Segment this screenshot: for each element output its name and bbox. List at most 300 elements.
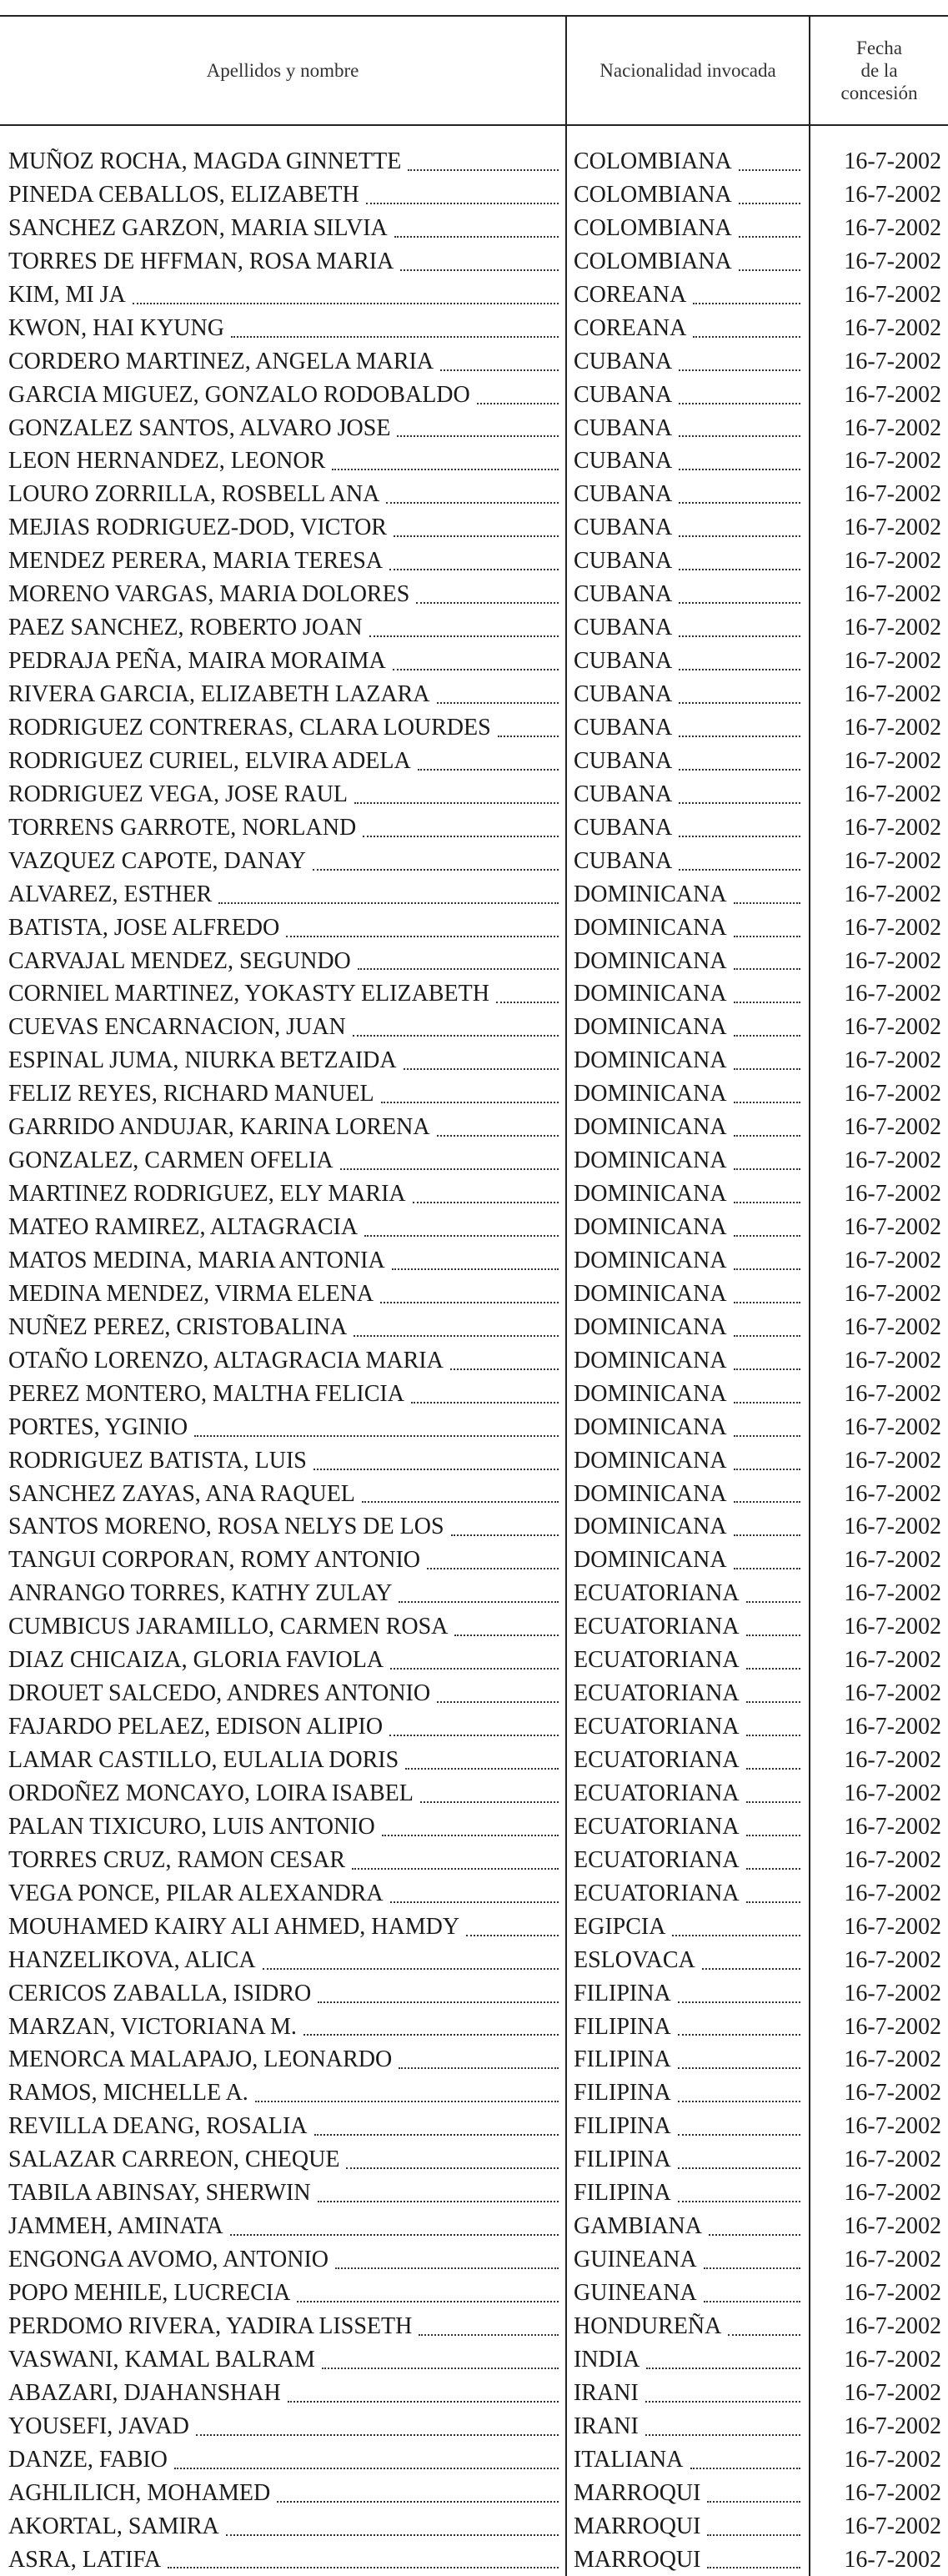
date-cell	[810, 1577, 941, 1610]
leader-dots	[645, 2401, 800, 2403]
concession-date: 16-7-2002	[844, 1280, 941, 1307]
person-name: CUEVAS ENCARNACION, JUAN	[8, 1014, 346, 1041]
name-cell	[8, 2377, 559, 2410]
table-row	[0, 2143, 948, 2177]
nationality: ECUATORIANA	[574, 1780, 740, 1806]
table-row	[0, 977, 948, 1011]
leader-dots	[263, 1968, 559, 1970]
concession-date: 16-7-2002	[844, 581, 941, 608]
leader-dots	[346, 2167, 559, 2169]
name-cell	[8, 345, 559, 379]
leader-dots	[399, 1601, 559, 1603]
name-cell	[8, 1411, 559, 1444]
table-row	[0, 212, 948, 245]
date-cell	[810, 1644, 941, 1677]
date-cell	[810, 1111, 941, 1144]
date-cell	[810, 345, 941, 379]
leader-dots	[411, 1402, 559, 1403]
nationality: COLOMBIANA	[574, 181, 732, 208]
person-name: MEDINA MENDEZ, VIRMA ELENA	[8, 1280, 374, 1307]
nationality-cell	[574, 1311, 800, 1344]
table-row	[0, 1844, 948, 1877]
date-cell	[810, 1911, 941, 1944]
date-cell	[810, 2477, 941, 2510]
person-name: PINEDA CEBALLOS, ELIZABETH	[8, 181, 359, 208]
concession-date: 16-7-2002	[844, 1147, 941, 1174]
concession-date: 16-7-2002	[844, 2113, 941, 2140]
person-name: KWON, HAI KYUNG	[8, 314, 224, 341]
concession-date: 16-7-2002	[844, 648, 941, 675]
nationality: FILIPINA	[574, 2113, 671, 2140]
person-name: GARCIA MIGUEZ, GONZALO RODOBALDO	[8, 381, 470, 408]
concession-date: 16-7-2002	[844, 2280, 941, 2306]
nationality: CUBANA	[574, 681, 673, 707]
nationality-cell	[574, 245, 800, 279]
table-row	[0, 611, 948, 645]
concession-date: 16-7-2002	[844, 2312, 941, 2339]
date-cell	[810, 178, 941, 212]
leader-dots	[693, 303, 800, 304]
name-cell	[8, 1911, 559, 1944]
leader-dots	[679, 635, 800, 637]
name-cell	[8, 2076, 559, 2110]
date-cell	[810, 945, 941, 978]
date-cell	[810, 2011, 941, 2044]
table-row	[0, 1077, 948, 1111]
leader-dots	[679, 669, 800, 670]
nationality-cell	[574, 2243, 800, 2277]
name-cell	[8, 1610, 559, 1644]
concession-date: 16-7-2002	[844, 214, 941, 241]
date-cell	[810, 1944, 941, 1977]
date-cell	[810, 511, 941, 545]
leader-dots	[734, 1368, 800, 1370]
table-row	[0, 945, 948, 978]
nationality-cell	[574, 1077, 800, 1111]
leader-dots	[397, 435, 559, 437]
nationality: DOMINICANA	[574, 1081, 727, 1107]
table-row	[0, 279, 948, 312]
leader-dots	[734, 1534, 800, 1536]
nationality-cell	[574, 811, 800, 845]
table-row	[0, 2243, 948, 2277]
person-name: LOURO ZORRILLA, ROSBELL ANA	[8, 481, 380, 508]
leader-dots	[702, 1968, 800, 1970]
nationality: COLOMBIANA	[574, 248, 732, 274]
leader-dots	[746, 1634, 800, 1636]
leader-dots	[404, 1068, 559, 1070]
header-nationality: Nacionalidad invocada	[599, 60, 776, 81]
leader-dots	[382, 1835, 559, 1836]
concession-date: 16-7-2002	[844, 2379, 941, 2406]
nationality: FILIPINA	[574, 2013, 671, 2040]
person-name: TANGUI CORPORAN, ROMY ANTONIO	[8, 1547, 421, 1574]
table-row	[0, 878, 948, 911]
concession-date: 16-7-2002	[844, 515, 941, 541]
leader-dots	[746, 1768, 800, 1770]
nationality-cell	[574, 645, 800, 678]
leader-dots	[679, 502, 800, 504]
leader-dots	[734, 1435, 800, 1437]
leader-dots	[704, 2301, 800, 2302]
name-cell	[8, 1077, 559, 1111]
person-name: PEDRAJA PEÑA, MAIRA MORAIMA	[8, 648, 386, 675]
nationality: DOMINICANA	[574, 1214, 727, 1240]
person-name: PERDOMO RIVERA, YADIRA LISSETH	[8, 2312, 413, 2339]
nationality: ECUATORIANA	[574, 1880, 740, 1906]
date-cell	[810, 1844, 941, 1877]
nationality: CUBANA	[574, 714, 673, 741]
date-cell	[810, 2343, 941, 2377]
table-row	[0, 1378, 948, 1411]
name-cell	[8, 279, 559, 312]
table-row	[0, 511, 948, 545]
nationality: DOMINICANA	[574, 947, 727, 974]
leader-dots	[679, 802, 800, 804]
leader-dots	[746, 1668, 800, 1670]
leader-dots	[419, 2334, 559, 2336]
name-cell	[8, 145, 559, 178]
nationality-cell	[574, 778, 800, 811]
leader-dots	[466, 1935, 559, 1936]
nationality: CUBANA	[574, 648, 673, 675]
name-cell	[8, 1111, 559, 1144]
date-cell	[810, 1977, 941, 2011]
nationality: CUBANA	[574, 381, 673, 408]
date-cell	[810, 1211, 941, 1244]
nationality-cell	[574, 1044, 800, 1077]
leader-dots	[168, 2567, 559, 2568]
table-row	[0, 1877, 948, 1911]
leader-dots	[400, 269, 559, 271]
name-cell	[8, 2277, 559, 2310]
nationality: IRANI	[574, 2379, 639, 2406]
person-name: NUÑEZ PEREZ, CRISTOBALINA	[8, 1313, 348, 1340]
name-cell	[8, 2110, 559, 2143]
leader-dots	[679, 869, 800, 871]
leader-dots	[734, 902, 800, 904]
leader-dots	[363, 836, 559, 837]
nationality: GUINEANA	[574, 2247, 697, 2273]
name-cell	[8, 1178, 559, 1211]
name-cell	[8, 578, 559, 611]
name-cell	[8, 1544, 559, 1577]
leader-dots	[734, 1302, 800, 1303]
table-row	[0, 1011, 948, 1044]
nationality-cell	[574, 2210, 800, 2243]
person-name: CORDERO MARTINEZ, ANGELA MARIA	[8, 348, 434, 374]
leader-dots	[352, 1868, 559, 1870]
person-name: YOUSEFI, JAVAD	[8, 2413, 189, 2439]
date-cell	[810, 2310, 941, 2343]
nationality-cell	[574, 845, 800, 878]
table-row	[0, 578, 948, 611]
name-cell	[8, 444, 559, 478]
table-row	[0, 379, 948, 412]
header-date-line1: Fecha	[856, 38, 902, 58]
nationality-cell	[574, 1977, 800, 2011]
leader-dots	[498, 736, 559, 737]
table-row	[0, 1510, 948, 1544]
concession-date: 16-7-2002	[844, 381, 941, 408]
concession-date: 16-7-2002	[844, 714, 941, 741]
nationality: DOMINICANA	[574, 881, 727, 907]
nationality: DOMINICANA	[574, 914, 727, 941]
date-cell	[810, 1610, 941, 1644]
concession-date: 16-7-2002	[844, 2247, 941, 2273]
concession-date: 16-7-2002	[844, 847, 941, 874]
table-row	[0, 1644, 948, 1677]
leader-dots	[734, 1002, 800, 1003]
leader-dots	[645, 2434, 800, 2436]
concession-date: 16-7-2002	[844, 1913, 941, 1940]
nationality: DOMINICANA	[574, 1247, 727, 1273]
nationality-cell	[574, 2011, 800, 2044]
concession-date: 16-7-2002	[844, 1514, 941, 1540]
leader-dots	[174, 2468, 559, 2469]
nationality-cell	[574, 1344, 800, 1378]
name-cell	[8, 911, 559, 945]
table-row	[0, 778, 948, 811]
concession-date: 16-7-2002	[844, 448, 941, 475]
name-cell	[8, 2177, 559, 2210]
table-row	[0, 911, 948, 945]
nationality: ECUATORIANA	[574, 1680, 740, 1707]
leader-dots	[297, 2301, 559, 2302]
leader-dots	[707, 2534, 800, 2536]
leader-dots	[734, 1035, 800, 1037]
leader-dots	[437, 1135, 559, 1137]
concession-date: 16-7-2002	[844, 1614, 941, 1640]
nationality: GUINEANA	[574, 2280, 697, 2306]
name-cell	[8, 2510, 559, 2543]
leader-dots	[369, 635, 559, 637]
leader-dots	[734, 1102, 800, 1103]
leader-dots	[707, 2567, 800, 2568]
name-cell	[8, 1011, 559, 1044]
date-cell	[810, 1677, 941, 1710]
person-name: VASWANI, KAMAL BALRAM	[8, 2346, 315, 2373]
name-cell	[8, 1844, 559, 1877]
nationality-cell	[574, 878, 800, 911]
person-name: MARTINEZ RODRIGUEZ, ELY MARIA	[8, 1181, 406, 1208]
leader-dots	[393, 669, 559, 670]
nationality-cell	[574, 745, 800, 778]
leader-dots	[322, 2368, 559, 2369]
table-row	[0, 1244, 948, 1278]
person-name: TABILA ABINSAY, SHERWIN	[8, 2180, 311, 2207]
date-cell	[810, 212, 941, 245]
name-cell	[8, 511, 559, 545]
leader-dots	[194, 1435, 559, 1437]
concession-date: 16-7-2002	[844, 1214, 941, 1240]
person-name: BATISTA, JOSE ALFREDO	[8, 914, 280, 941]
person-name: MORENO VARGAS, MARIA DOLORES	[8, 581, 410, 608]
concession-date: 16-7-2002	[844, 1114, 941, 1141]
concession-date: 16-7-2002	[844, 2013, 941, 2040]
nationality-cell	[574, 545, 800, 578]
leader-dots	[734, 1402, 800, 1403]
concession-date: 16-7-2002	[844, 2513, 941, 2539]
nationality: ECUATORIANA	[574, 1813, 740, 1840]
nationality-cell	[574, 1577, 800, 1610]
name-cell	[8, 678, 559, 711]
person-name: HANZELIKOVA, ALICA	[8, 1946, 256, 1973]
leader-dots	[679, 769, 800, 771]
leader-dots	[405, 1768, 559, 1770]
concession-date: 16-7-2002	[844, 1014, 941, 1041]
leader-dots	[358, 968, 559, 970]
nationality: CUBANA	[574, 615, 673, 641]
person-name: SALAZAR CARREON, CHEQUE	[8, 2147, 340, 2173]
leader-dots	[477, 403, 559, 404]
nationality: DOMINICANA	[574, 1547, 727, 1574]
person-name: TORRENS GARROTE, NORLAND	[8, 814, 357, 841]
name-cell	[8, 1378, 559, 1411]
person-name: DANZE, FABIO	[8, 2446, 168, 2473]
table-row	[0, 312, 948, 345]
nationality-cell	[574, 478, 800, 511]
leader-dots	[390, 1668, 559, 1670]
concession-date: 16-7-2002	[844, 2479, 941, 2506]
concession-date: 16-7-2002	[844, 1181, 941, 1208]
person-name: POPO MEHILE, LUCRECIA	[8, 2280, 291, 2306]
nationality-cell	[574, 312, 800, 345]
leader-dots	[679, 435, 800, 437]
person-name: MEJIAS RODRIGUEZ-DOD, VICTOR	[8, 515, 387, 541]
date-cell	[810, 545, 941, 578]
table-row	[0, 745, 948, 778]
leader-dots	[255, 2101, 559, 2102]
leader-dots	[440, 369, 559, 371]
leader-dots	[679, 403, 800, 404]
concession-date: 16-7-2002	[844, 1313, 941, 1340]
nationality-cell	[574, 911, 800, 945]
name-cell	[8, 1244, 559, 1278]
leader-dots	[437, 1701, 559, 1703]
table-row	[0, 811, 948, 845]
nationality: ECUATORIANA	[574, 1580, 740, 1607]
name-cell	[8, 845, 559, 878]
nationality: DOMINICANA	[574, 1414, 727, 1440]
date-cell	[810, 778, 941, 811]
date-cell	[810, 1311, 941, 1344]
leader-dots	[133, 303, 559, 304]
leader-dots	[354, 1335, 559, 1337]
name-cell	[8, 878, 559, 911]
date-cell	[810, 2443, 941, 2477]
nationality-cell	[574, 444, 800, 478]
table-row	[0, 1710, 948, 1744]
leader-dots	[450, 1368, 559, 1370]
name-cell	[8, 2043, 559, 2076]
leader-dots	[734, 1202, 800, 1203]
date-cell	[810, 2543, 941, 2576]
nationality: ITALIANA	[574, 2446, 684, 2473]
concession-date: 16-7-2002	[844, 2413, 941, 2439]
leader-dots	[389, 1735, 559, 1736]
table-row	[0, 412, 948, 445]
leader-dots	[318, 2201, 559, 2202]
leader-dots	[679, 535, 800, 537]
leader-dots	[413, 1202, 559, 1203]
person-name: CUMBICUS JARAMILLO, CARMEN ROSA	[8, 1614, 449, 1640]
date-cell	[810, 2377, 941, 2410]
person-name: LEON HERNANDEZ, LEONOR	[8, 448, 326, 475]
leader-dots	[678, 2001, 800, 2003]
table-row	[0, 178, 948, 212]
table-row	[0, 1311, 948, 1344]
table-row	[0, 2310, 948, 2343]
leader-dots	[734, 1568, 800, 1569]
person-name: TORRES DE HFFMAN, ROSA MARIA	[8, 248, 394, 274]
leader-dots	[734, 1068, 800, 1070]
nationality-cell	[574, 1677, 800, 1710]
table-row	[0, 2510, 948, 2543]
nationality: CUBANA	[574, 448, 673, 475]
nationality-cell	[574, 2510, 800, 2543]
nationality-cell	[574, 2310, 800, 2343]
name-cell	[8, 2310, 559, 2343]
table-row	[0, 2011, 948, 2044]
nationality-cell	[574, 178, 800, 212]
nationality: DOMINICANA	[574, 1047, 727, 1074]
concession-date: 16-7-2002	[844, 181, 941, 208]
leader-dots	[746, 1835, 800, 1836]
date-cell	[810, 1810, 941, 1844]
person-name: MENDEZ PERERA, MARIA TERESA	[8, 548, 384, 575]
nationality-cell	[574, 1244, 800, 1278]
table-row	[0, 1810, 948, 1844]
table-row	[0, 1777, 948, 1810]
leader-dots	[353, 1035, 559, 1037]
nationality: CUBANA	[574, 847, 673, 874]
name-cell	[8, 2210, 559, 2243]
nationality: FILIPINA	[574, 1980, 671, 2006]
person-name: RIVERA GARCIA, ELIZABETH LAZARA	[8, 681, 430, 707]
person-name: ASRA, LATIFA	[8, 2546, 162, 2573]
nationality: ECUATORIANA	[574, 1647, 740, 1674]
leader-dots	[313, 869, 559, 871]
leader-dots	[679, 736, 800, 737]
nationality-cell	[574, 1011, 800, 1044]
person-name: PAEZ SANCHEZ, ROBERTO JOAN	[8, 615, 363, 641]
name-cell	[8, 778, 559, 811]
date-cell	[810, 578, 941, 611]
leader-dots	[734, 1168, 800, 1170]
date-cell	[810, 245, 941, 279]
nationality-cell	[574, 1444, 800, 1478]
concession-date: 16-7-2002	[844, 148, 941, 174]
date-cell	[810, 811, 941, 845]
nationality-cell	[574, 2177, 800, 2210]
leader-dots	[678, 2167, 800, 2169]
nationality: DOMINICANA	[574, 1380, 727, 1407]
person-name: ALVAREZ, ESTHER	[8, 881, 213, 907]
nationality: FILIPINA	[574, 2080, 671, 2106]
date-cell	[810, 1444, 941, 1478]
table-row	[0, 1144, 948, 1178]
table-row	[0, 2477, 948, 2510]
name-cell	[8, 611, 559, 645]
person-name: DIAZ CHICAIZA, GLORIA FAVIOLA	[8, 1647, 384, 1674]
leader-dots	[226, 2534, 559, 2536]
nationality: CUBANA	[574, 348, 673, 374]
nationality-cell	[574, 1378, 800, 1411]
concession-date: 16-7-2002	[844, 1347, 941, 1373]
date-cell	[810, 312, 941, 345]
concession-date: 16-7-2002	[844, 1647, 941, 1674]
